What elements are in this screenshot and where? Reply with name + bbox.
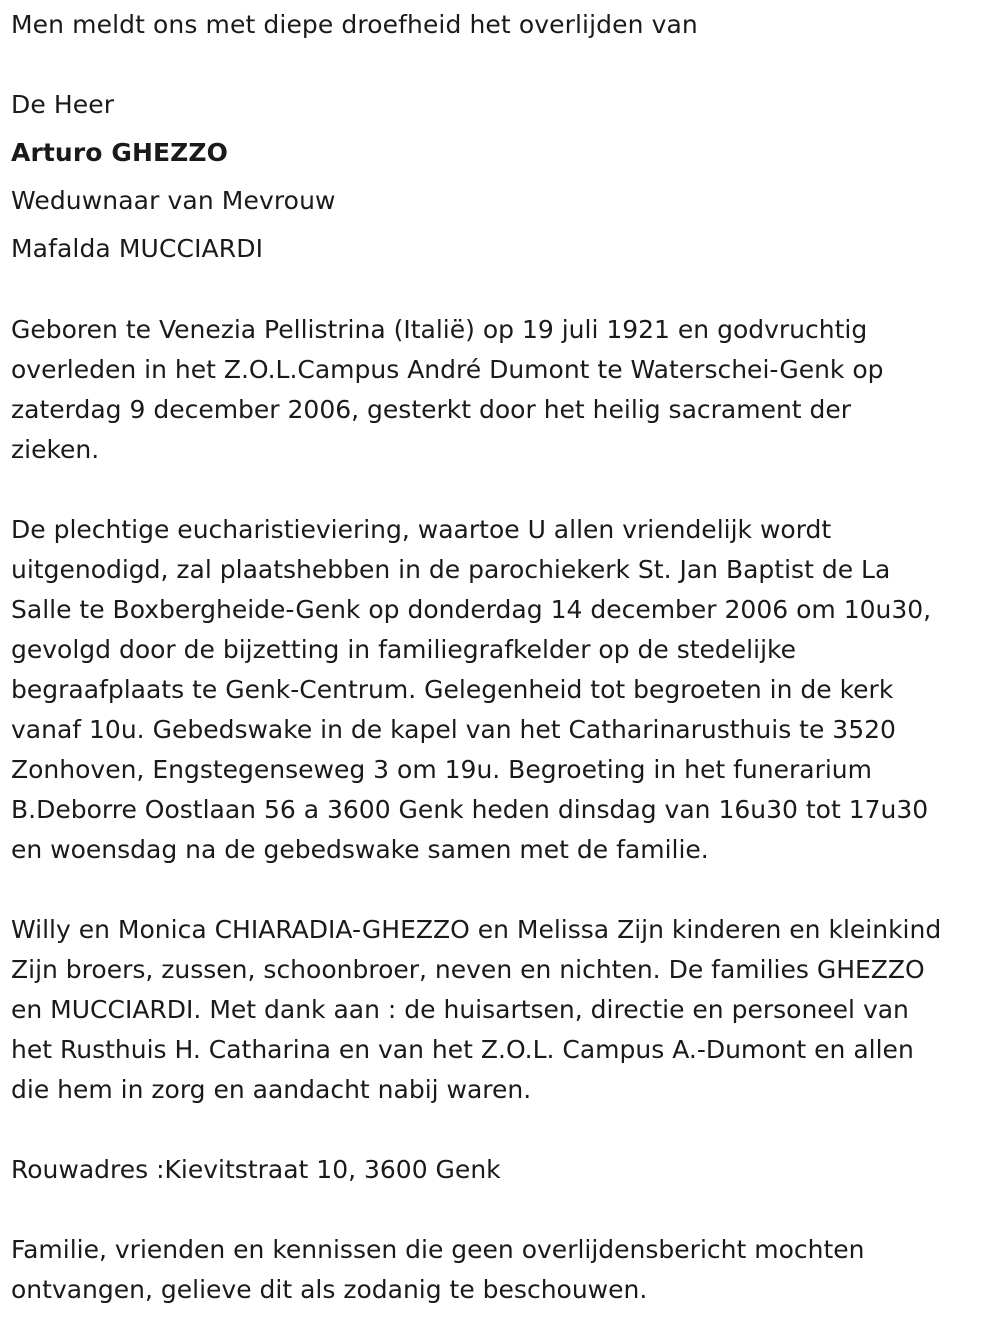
paragraph-line: ontvangen, gelieve dit als zodanig te beschouwen. (11, 1275, 648, 1304)
paragraph-line: gevolgd door de bijzetting in familiegrafkelder op de stedelijke (11, 635, 796, 664)
paragraph-line: uitgenodigd, zal plaatshebben in de parochiekerk St. Jan Baptist de La (11, 555, 891, 584)
paragraph-line: Zijn broers, zussen, schoonbroer, neven en nichten. De families GHEZZO (11, 955, 925, 984)
mourning-address: Rouwadres :Kievitstraat 10, 3600 Genk (11, 1155, 501, 1184)
paragraph-line: zieken. (11, 435, 100, 464)
paragraph-line: Zonhoven, Engstegenseweg 3 om 19u. Begroeting in het funerarium (11, 755, 872, 784)
paragraph-line: Geboren te Venezia Pellistrina (Italië) op 19 juli 1921 en godvruchtig (11, 315, 868, 344)
paragraph-line: overleden in het Z.O.L.Campus André Dumont te Waterschei-Genk op (11, 355, 884, 384)
family-paragraph (11, 910, 996, 1110)
closing-paragraph (11, 1230, 996, 1310)
title-prefix: De Heer (11, 90, 115, 119)
paragraph-line: zaterdag 9 december 2006, gesterkt door het heilig sacrament der (11, 395, 852, 424)
address-paragraph (11, 1150, 996, 1190)
birth-death-paragraph (11, 310, 996, 470)
paragraph-line: vanaf 10u. Gebedswake in de kapel van het Catharinarusthuis te 3520 (11, 715, 896, 744)
paragraph-line: Familie, vrienden en kennissen die geen overlijdensbericht mochten (11, 1235, 865, 1264)
widower-of-text: Weduwnaar van Mevrouw (11, 186, 336, 215)
paragraph-line: De plechtige eucharistieviering, waartoe U allen vriendelijk wordt (11, 515, 832, 544)
paragraph-line: Willy en Monica CHIARADIA-GHEZZO en Melissa Zijn kinderen en kleinkind (11, 915, 942, 944)
paragraph-line: Salle te Boxbergheide-Genk op donderdag 14 december 2006 om 10u30, (11, 595, 932, 624)
paragraph-line: B.Deborre Oostlaan 56 a 3600 Genk heden dinsdag van 16u30 tot 17u30 (11, 795, 929, 824)
paragraph-line: begraafplaats te Genk-Centrum. Gelegenheid tot begroeten in de kerk (11, 675, 894, 704)
paragraph-line: en MUCCIARDI. Met dank aan : de huisartsen, directie en personeel van (11, 995, 909, 1024)
deceased-name: Arturo GHEZZO (11, 138, 228, 167)
paragraph-line: en woensdag na de gebedswake samen met de familie. (11, 835, 709, 864)
ceremony-paragraph (11, 510, 996, 870)
spouse-name: Mafalda MUCCIARDI (11, 234, 264, 263)
intro-text: Men meldt ons met diepe droefheid het overlijden van (11, 10, 698, 39)
paragraph-line: die hem in zorg en aandacht nabij waren. (11, 1075, 532, 1104)
paragraph-line: het Rusthuis H. Catharina en van het Z.O.L. Campus A.-Dumont en allen (11, 1035, 914, 1064)
